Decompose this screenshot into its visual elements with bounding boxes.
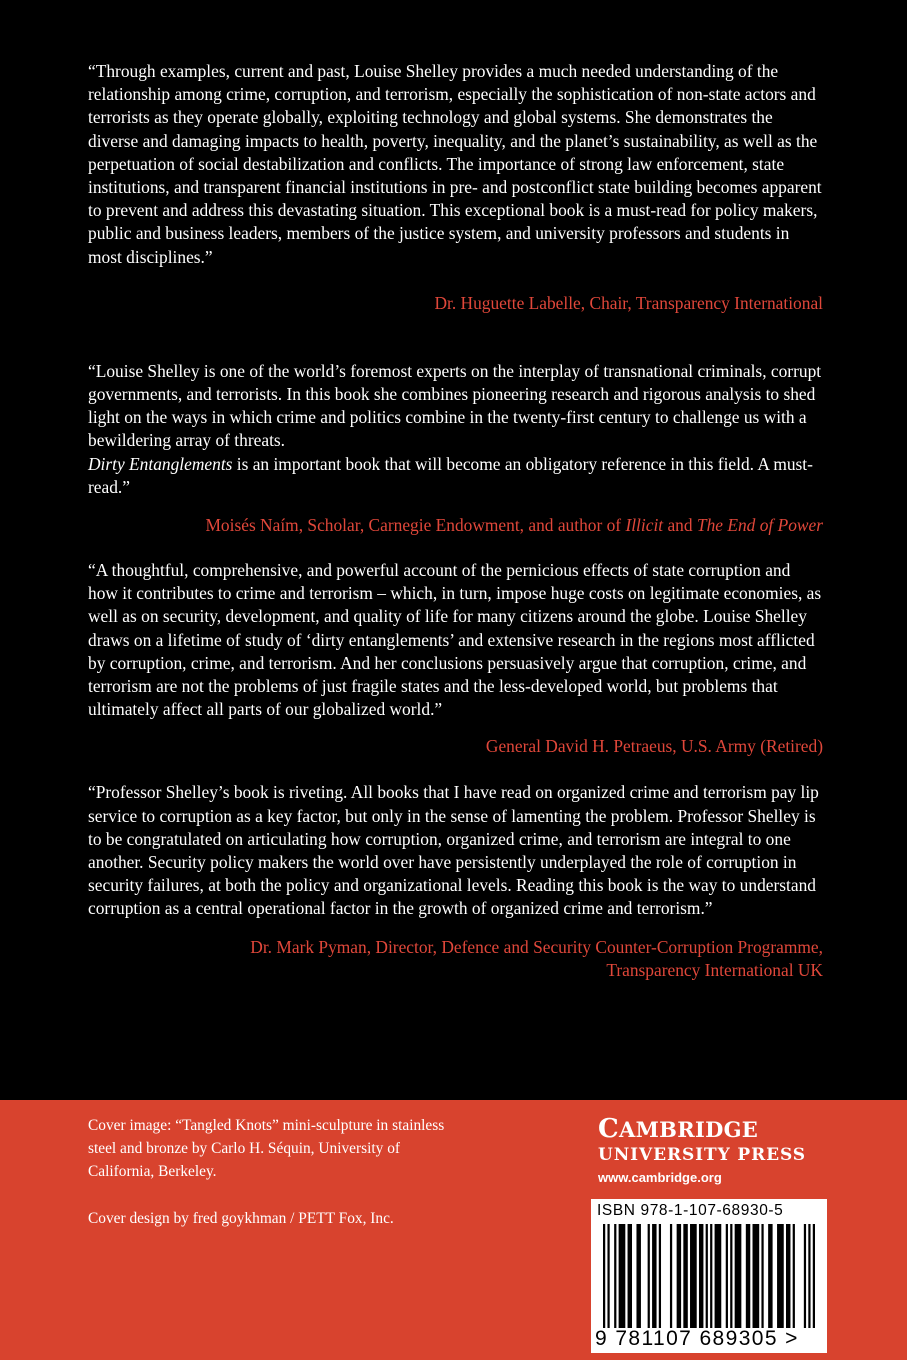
- endorsement-attribution-2: [88, 514, 823, 537]
- attribution-joiner: and: [663, 515, 697, 536]
- barcode-bar: [603, 1224, 605, 1328]
- attribution-line-1: Dr. Mark Pyman, Director, Defence and Security Counter-Corruption Programme,: [250, 936, 823, 957]
- isbn-label: ISBN 978-1-107-68930-5: [597, 1202, 784, 1219]
- book-title: Dirty Entanglements: [88, 453, 233, 474]
- publisher-name: [598, 1114, 823, 1145]
- barcode-bar: [753, 1224, 760, 1328]
- endorsement-attribution-4: [88, 936, 823, 982]
- barcode-bar: [726, 1224, 728, 1328]
- barcode-bar: [735, 1224, 742, 1328]
- barcode-bar: [746, 1224, 750, 1328]
- quote-text-end: is an important book that will become an obligatory reference in this field. A must-read.”: [88, 453, 813, 497]
- quote-text: [88, 360, 823, 499]
- barcode-bar: [777, 1224, 784, 1328]
- endorsement-attribution-3: General David H. Petraeus, U.S. Army (Retired): [485, 736, 823, 757]
- footer-band: [0, 1100, 907, 1360]
- barcode-bar: [804, 1224, 806, 1328]
- barcode-bar: [761, 1224, 763, 1328]
- barcode-bar: [699, 1224, 703, 1328]
- barcode-bar: [813, 1224, 815, 1328]
- barcode-number: 9 781107 689305 >: [595, 1327, 799, 1350]
- attribution-line-2: Transparency International UK: [606, 959, 823, 980]
- barcode-bar: [628, 1224, 632, 1328]
- attribution-text: Moisés Naím, Scholar, Carnegie Endowment, and author of: [205, 515, 626, 536]
- barcode-bar: [710, 1224, 712, 1328]
- barcode-bar: [793, 1224, 795, 1328]
- endorsement-quote-3: [88, 559, 823, 721]
- quote-text-start: “Louise Shelley is one of the world’s foremost experts on the interplay of transnational criminals, corrupt governments, and terrorists. In this book she combines pioneering research and rigorous analysis to shed light on the ways in which crime and politics combine in the twenty-first century to challenge us with a bewildering array of threats.: [88, 360, 822, 451]
- endorsement-attribution-1: Dr. Huguette Labelle, Chair, Transparency International: [434, 292, 823, 313]
- isbn-barcode: [591, 1199, 827, 1353]
- book-title-illicit: Illicit: [625, 515, 664, 536]
- endorsement-quote-2: [88, 360, 823, 499]
- barcode-bar: [619, 1224, 626, 1328]
- barcode-bar: [607, 1224, 609, 1328]
- barcode-bar: [715, 1224, 722, 1328]
- barcode-bar: [690, 1224, 697, 1328]
- barcode-bar: [706, 1224, 708, 1328]
- barcode-bar: [614, 1224, 616, 1328]
- cover-credits: [88, 1114, 448, 1230]
- publisher-logo: [598, 1114, 823, 1187]
- quote-text: “Professor Shelley’s book is riveting. All books that I have read on organized crime and terrorism pay lip service to corruption as a key factor, but only in the sense of lamenting the problem. Professor Shelley is to be congratulated on articulating how corruption, organized crime, and terrorism are integral to one another. Security policy makers the world over have persistently underplayed the role of corruption in security failures, at both the policy and organizational levels. Reading this book is the way to understand corruption as a central operational factor in the growth of organized crime and terrorism.”: [88, 782, 819, 919]
- endorsement-quote-4: [88, 781, 823, 920]
- endorsement-quote-1: [88, 60, 823, 269]
- publisher-subtitle: UNIVERSITY PRESS: [598, 1145, 806, 1165]
- endorsements: [88, 60, 823, 982]
- cover-image-credit: Cover image: “Tangled Knots” mini-sculpture in stainless steel and bronze by Carlo H. Séquin, University of California, Berkeley.: [88, 1117, 445, 1180]
- barcode-bars: [603, 1224, 815, 1328]
- quote-text: “A thoughtful, comprehensive, and powerful account of the pernicious effects of state corruption and how it contributes to crime and terrorism – which, in turn, impose huge costs on legitimate economies, as well as on security, development, and quality of life for many citizens around the globe. Louise Shelley draws on a lifetime of study of ‘dirty entanglements’ and extensive research in the regions most afflicted by corruption, crime, and terrorism. And her conclusions persuasively argue that corruption, crime, and terrorism are not the problems of just fragile states and the less-developed world, but problems that ultimately affect all parts of our globalized world.”: [88, 560, 822, 720]
- barcode-bar: [786, 1224, 790, 1328]
- barcode-bar: [683, 1224, 687, 1328]
- book-title-end-of-power: The End of Power: [696, 515, 823, 536]
- cover-design-credit: Cover design by fred goykhman / PETT Fox, Inc.: [88, 1210, 394, 1227]
- barcode-bar: [768, 1224, 772, 1328]
- barcode-bar: [670, 1224, 672, 1328]
- publisher-name-rest: AMBRIDGE: [619, 1117, 759, 1142]
- barcode-bar: [652, 1224, 656, 1328]
- barcode-bar: [730, 1224, 732, 1328]
- publisher-url: www.cambridge.org: [598, 1170, 722, 1185]
- publisher-initial: C: [598, 1114, 619, 1144]
- barcode-bar: [808, 1224, 810, 1328]
- barcode-bar: [636, 1224, 640, 1328]
- barcode-bar: [659, 1224, 661, 1328]
- quote-text: “Through examples, current and past, Louise Shelley provides a much needed understanding of the relationship among crime, corruption, and terrorism, especially the sophistication of non-state actors and terrorists as they operate globally, exploiting technology and global systems. She demonstrates the diverse and damaging impacts to health, poverty, inequality, and the planet’s sustainability, as well as the perpetuation of social destabilization and conflicts. The importance of strong law enforcement, state institutions, and transparent financial institutions in pre- and postconflict state building becomes apparent to prevent and address this devastating situation. This exceptional book is a must-read for policy makers, public and business leaders, members of the justice system, and university professors and students in most disciplines.”: [88, 61, 822, 267]
- barcode-bar: [648, 1224, 650, 1328]
- barcode-bar: [677, 1224, 681, 1328]
